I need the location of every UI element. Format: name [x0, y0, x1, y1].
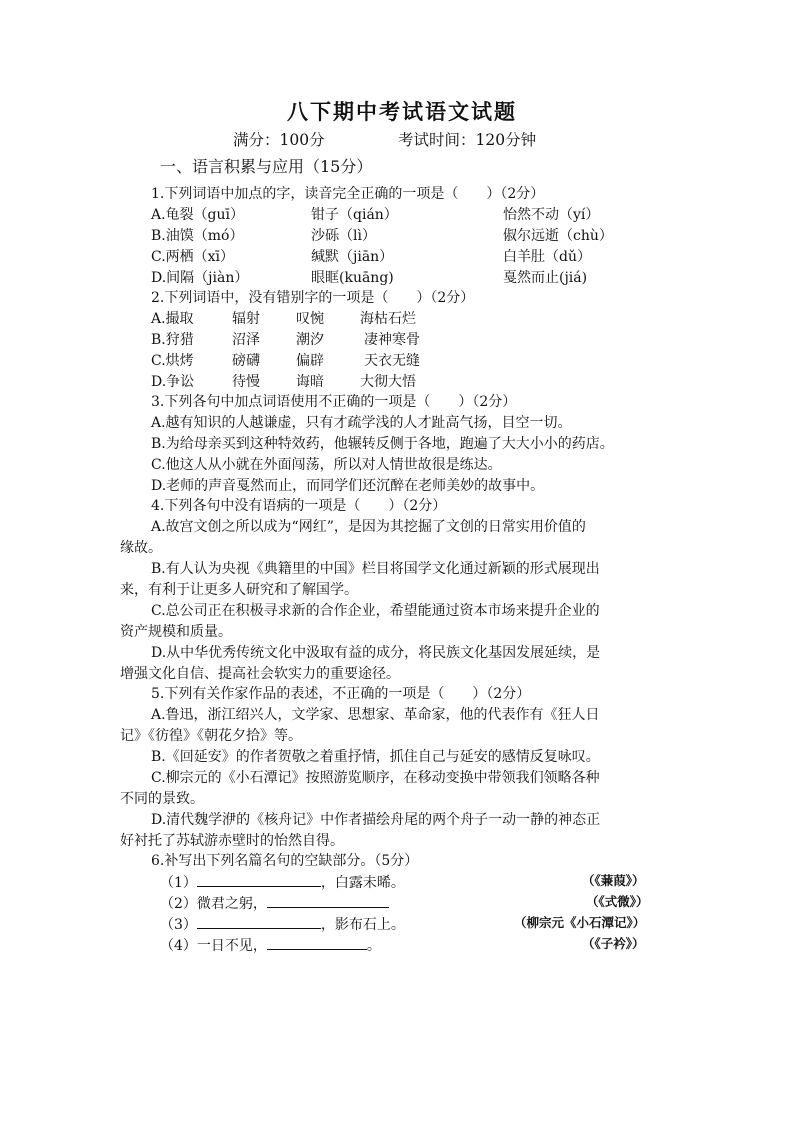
- q4-line: C.总公司正在积极寻求新的合作企业，希望能通过资本市场来提升企业的: [151, 603, 600, 619]
- q6-stem: 6.补写出下列名篇名句的空缺部分。（5分）: [151, 853, 419, 869]
- q6-item-text: 微君之躬，: [196, 896, 267, 912]
- full-score: 满分：100分: [233, 131, 325, 149]
- q2-option: 诲暗: [296, 374, 324, 390]
- q6-item-text: ，白露未晞。: [320, 875, 405, 891]
- q2-option: 凄神寒骨: [364, 332, 420, 348]
- q2-option: 沼泽: [232, 332, 260, 348]
- q2-option: 叹惋: [296, 311, 324, 327]
- q2-stem: 2.下列词语中，没有错别字的一项是（ ）（2分）: [151, 290, 475, 306]
- q5-line: 好衬托了苏轼游赤壁时的怡然自得。: [120, 833, 344, 849]
- q2-option: D.争讼: [151, 374, 195, 390]
- q1-option: 眼眶(kuāng): [311, 270, 394, 286]
- answer-blank[interactable]: [267, 935, 367, 950]
- q1-option: 钳子（qián）: [311, 207, 398, 223]
- q6-source: （《子衿》）: [582, 936, 645, 951]
- q2-option: 海枯石烂: [360, 311, 416, 327]
- q4-line: B.有人认为央视《典籍里的中国》栏目将国学文化通过新颖的形式展现出: [151, 561, 600, 577]
- q6-item-number: （3）: [160, 917, 197, 933]
- q6-item-number: （1）: [160, 875, 197, 891]
- q6-item-number: （4）: [160, 938, 197, 954]
- q1-option: D.间隔（jiàn）: [151, 270, 249, 286]
- section-heading: 一、语言积累与应用（15分）: [160, 157, 373, 176]
- q3-option: B.为给母亲买到这种特效药，他辗转反侧于各地，跑遍了大大小小的药店。: [151, 436, 614, 452]
- q1-option: 戛然而止(jiá): [503, 270, 588, 286]
- q4-stem: 4.下列各句中没有语病的一项是（ ）（2分）: [151, 498, 447, 514]
- q4-line: 资产规模和质量。: [120, 624, 232, 640]
- q1-stem: 1.下列词语中加点的字，读音完全正确的一项是（ ）（2分）: [151, 186, 545, 202]
- q4-line: A.故宫文创之所以成为“网红”，是因为其挖掘了文创的日常实用价值的: [151, 519, 586, 535]
- q5-line: 不同的景致。: [120, 791, 204, 807]
- q1-option: B.油馍（mó）: [151, 228, 244, 244]
- q5-line: D.清代魏学洢的《核舟记》中作者描绘舟尾的两个舟子一动一静的神态正: [151, 812, 601, 828]
- q6-item-text: 一日不见，: [196, 938, 267, 954]
- answer-blank[interactable]: [197, 914, 321, 929]
- q1-option: A.龟裂（guī）: [151, 207, 245, 223]
- q4-line: 缘故。: [120, 540, 162, 556]
- q2-option: 偏辟: [296, 353, 324, 369]
- q2-option: 辐射: [232, 311, 260, 327]
- q6-item: [160, 893, 389, 914]
- q2-option: 潮汐: [296, 332, 324, 348]
- q4-line: 增强文化自信、提高社会软实力的重要途径。: [120, 666, 400, 682]
- q2-option: B.狩猎: [151, 332, 194, 348]
- q5-line: C.柳宗元的《小石潭记》按照游览顺序，在移动变换中带领我们领略各种: [151, 770, 600, 786]
- q2-option: 待慢: [232, 374, 260, 390]
- q5-stem: 5.下列有关作家作品的表述，不正确的一项是（ ）（2分）: [151, 686, 531, 702]
- q2-option: C.烘烤: [151, 353, 194, 369]
- q2-option: 磅礴: [232, 353, 260, 369]
- q6-source: （柳宗元《小石潭记》）: [514, 915, 646, 930]
- exam-title: 八下期中考试语文试题: [287, 99, 517, 124]
- q1-option: 怡然不动（yí）: [503, 207, 600, 223]
- q4-line: 来，有利于让更多人研究和了解国学。: [120, 582, 358, 598]
- q3-option: D.老师的声音戛然而止，而同学们还沉醉在老师美妙的故事中。: [151, 478, 545, 494]
- q6-item-text: 。: [366, 938, 381, 954]
- q6-item-text: ，影布石上。: [320, 917, 405, 933]
- q6-item: [160, 935, 381, 956]
- q6-source: （《蒹葭》）: [582, 873, 645, 888]
- q3-option: C.他这人从小就在外面闯荡，所以对人情世故很是练达。: [151, 457, 502, 473]
- answer-blank[interactable]: [197, 872, 321, 887]
- q3-option: A.越有知识的人越谦虚，只有才疏学浅的人才趾高气扬，目空一切。: [151, 415, 572, 431]
- q1-option: 沙砾（lì）: [311, 228, 376, 244]
- q2-option: 天衣无缝: [364, 353, 420, 369]
- exam-time: 考试时间：120分钟: [398, 131, 537, 149]
- q5-line: A.鲁迅，浙江绍兴人，文学家、思想家、革命家，他的代表作有《狂人日: [151, 707, 600, 723]
- q1-option: 俶尔远逝（chù）: [503, 228, 613, 244]
- q5-line: B.《回延安》的作者贺敬之着重抒情，抓住自己与延安的感情反复咏叹。: [151, 749, 600, 765]
- q6-item: [160, 872, 405, 893]
- q6-item: [160, 914, 405, 935]
- q4-line: D.从中华优秀传统文化中汲取有益的成分，将民族文化基因发展延续，是: [151, 645, 601, 661]
- q1-option: C.两栖（xī）: [151, 249, 235, 265]
- q6-source: （《式微》）: [586, 894, 649, 909]
- q1-option: 白羊肚（dǔ）: [503, 249, 591, 265]
- q5-line: 记》《彷徨》《朝花夕拾》等。: [120, 728, 302, 744]
- q6-item-number: （2）: [160, 896, 197, 912]
- answer-blank[interactable]: [267, 893, 389, 908]
- q2-option: 大彻大悟: [360, 374, 416, 390]
- q3-stem: 3.下列各句中加点词语使用不正确的一项是（ ）（2分）: [151, 394, 517, 410]
- q2-option: A.撮取: [151, 311, 194, 327]
- q1-option: 缄默（jiān）: [311, 249, 394, 265]
